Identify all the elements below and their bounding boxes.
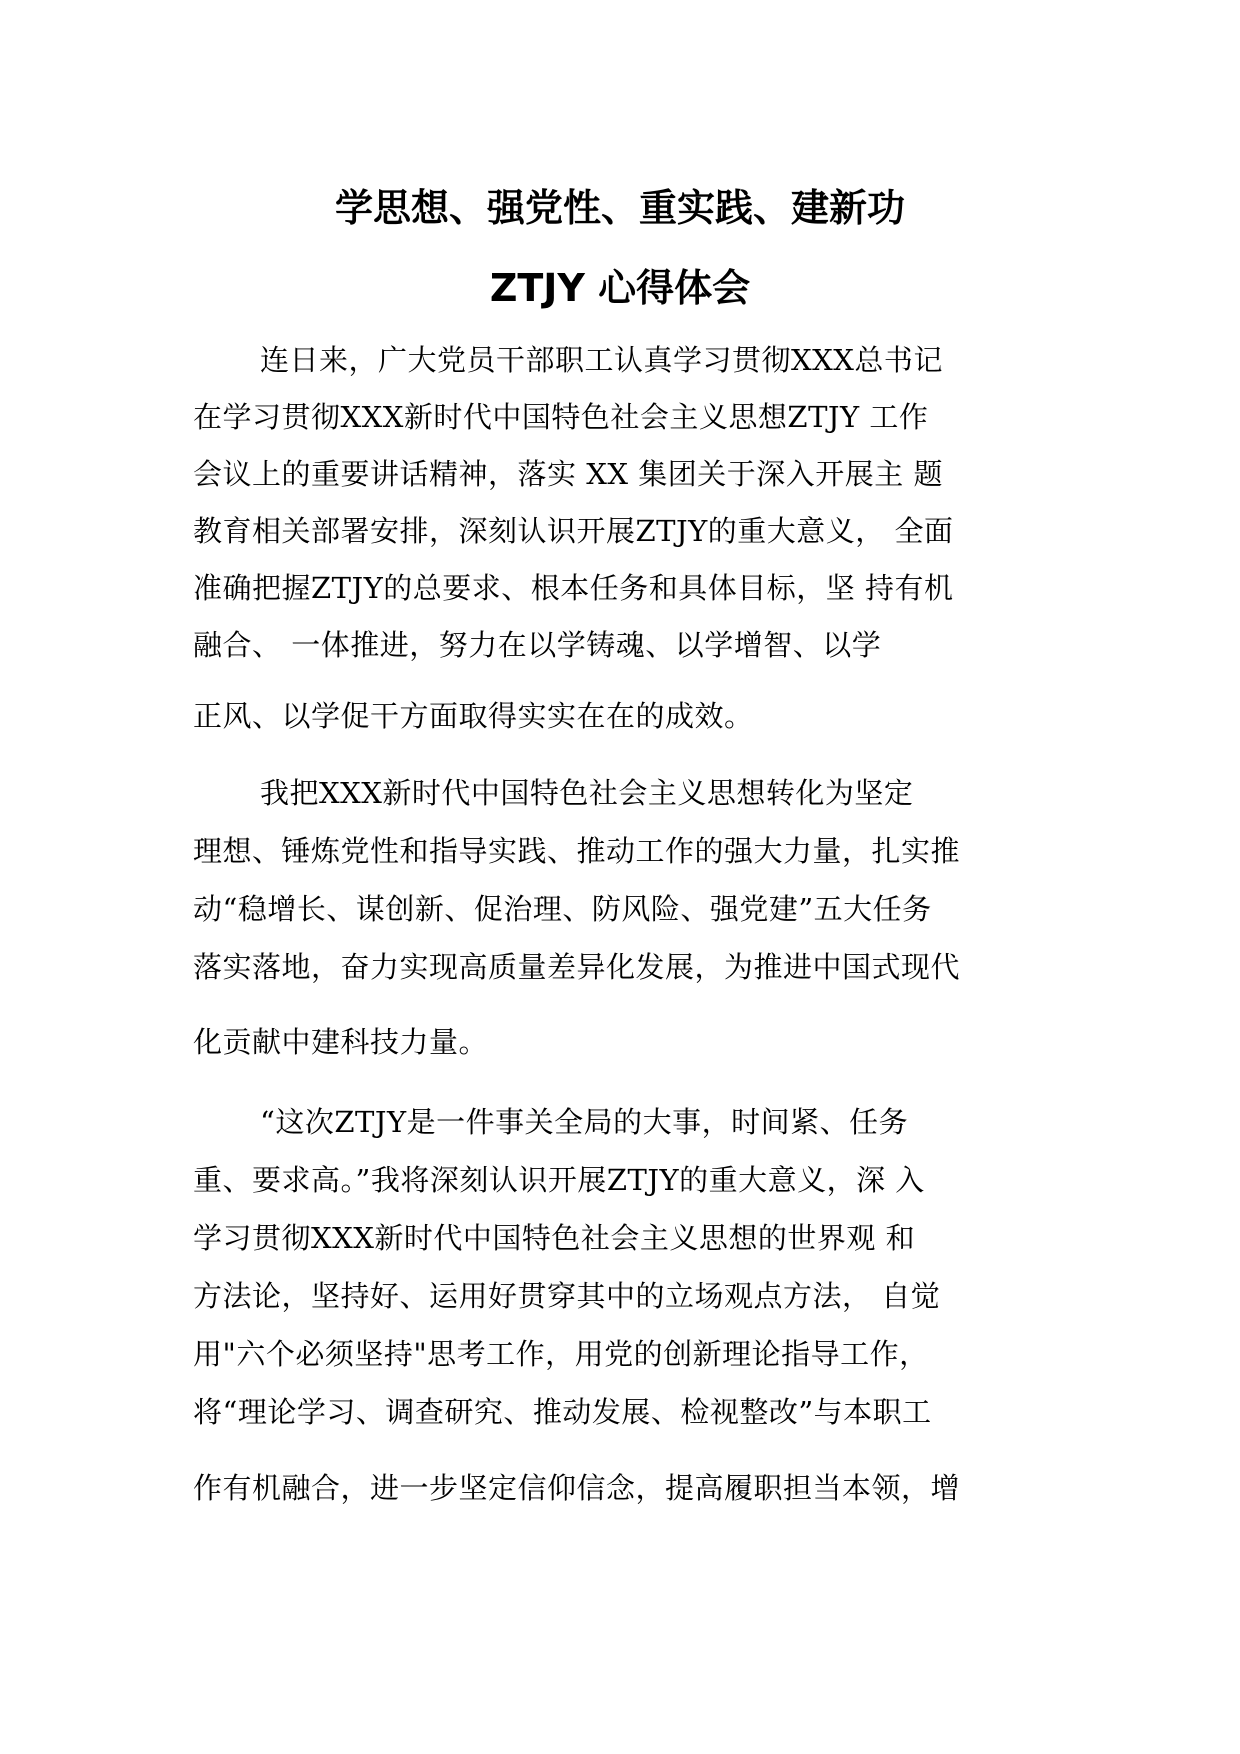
paragraph-1-line: 教育相关部署安排，深刻认识开展ZTJY的重大意义， 全面	[193, 514, 954, 548]
paragraph-1-line: 会议上的重要讲话精神，落实 XX 集团关于深入开展主 题	[193, 457, 943, 491]
paragraph-1-line: 正风、以学促干方面取得实实在在的成效。	[193, 699, 754, 733]
document-subtitle: ZTJY 心得体会	[489, 266, 751, 310]
paragraph-3-line: 将“理论学习、调查研究、推动发展、检视整改”与本职工	[193, 1395, 932, 1429]
paragraph-1-line: 在学习贯彻XXX新时代中国特色社会主义思想ZTJY 工作	[193, 400, 929, 434]
paragraph-3-line: 用"六个必须坚持"思考工作，用党的创新理论指导工作，	[193, 1337, 929, 1371]
paragraph-2-line: 理想、锤炼党性和指导实践、推动工作的强大力量，扎实推	[193, 834, 961, 868]
paragraph-1-line: 准确把握ZTJY的总要求、根本任务和具体目标，坚 持有机	[193, 571, 954, 605]
paragraph-2-line: 动“稳增长、谋创新、促治理、防风险、强党建”五大任务	[193, 892, 932, 926]
paragraph-2-line: 我把XXX新时代中国特色社会主义思想转化为坚定	[260, 776, 914, 810]
paragraph-1-line: 融合、 一体推进，努力在以学铸魂、以学增智、以学	[193, 628, 882, 662]
paragraph-3-line: 重、要求高。”我将深刻认识开展ZTJY的重大意义，深 入	[193, 1163, 925, 1197]
document-title: 学思想、强党性、重实践、建新功	[334, 186, 905, 230]
paragraph-3-line: 方法论，坚持好、运用好贯穿其中的立场观点方法， 自觉	[193, 1279, 941, 1313]
paragraph-3-line: 作有机融合，进一步坚定信仰信念，提高履职担当本领，增	[193, 1471, 961, 1505]
paragraph-3-line: “这次ZTJY是一件事关全局的大事，时间紧、任务	[260, 1105, 909, 1139]
paragraph-1-line: 连日来，广大党员干部职工认真学习贯彻XXX总书记	[260, 343, 943, 377]
paragraph-3-line: 学习贯彻XXX新时代中国特色社会主义思想的世界观 和	[193, 1221, 916, 1255]
paragraph-2-line: 落实落地，奋力实现高质量差异化发展，为推进中国式现代	[193, 950, 961, 984]
paragraph-2-line: 化贡献中建科技力量。	[193, 1025, 489, 1059]
